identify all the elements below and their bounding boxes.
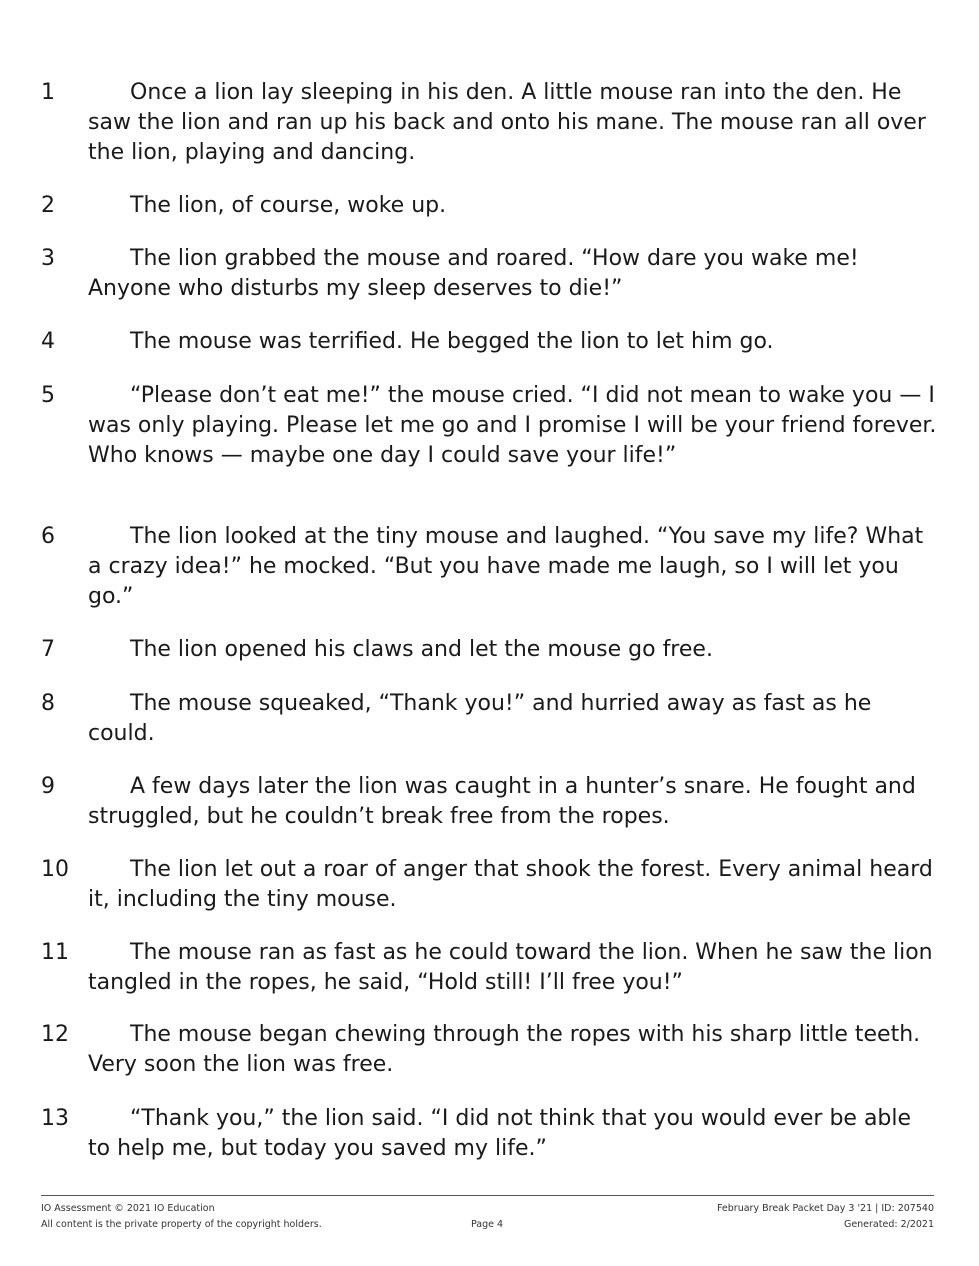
paragraph-text: The lion grabbed the mouse and roared. “How dare you wake me! Anyone who disturbs my sleep deserves to die!” [88, 246, 859, 301]
paragraph-text: The lion opened his claws and let the mouse go free. [130, 637, 713, 662]
paragraph-number: 7 [41, 637, 55, 662]
paragraph-text: “Thank you,” the lion said. “I did not think that you would ever be able to help me, but today you saved my life.” [88, 1106, 912, 1161]
paragraph-number: 1 [41, 80, 55, 105]
footer-copyright: IO Assessment © 2021 IO Education [41, 1203, 215, 1214]
paragraph-number: 8 [41, 691, 55, 716]
paragraph-text: “Please don’t eat me!” the mouse cried. “I did not mean to wake you — I was only playing. Please let me go and I promise I will be your friend forever. Who knows — maybe one day I could save your life!” [88, 383, 937, 468]
footer-page-number: Page 4 [471, 1219, 504, 1230]
paragraph-text: The lion looked at the tiny mouse and laughed. “You save my life? What a crazy idea!” he mocked. “But you have made me laugh, so I will let you go.” [88, 524, 924, 609]
paragraph-text: The mouse squeaked, “Thank you!” and hurried away as fast as he could. [88, 691, 872, 746]
paragraph-text: The lion let out a roar of anger that shook the forest. Every animal heard it, including the tiny mouse. [88, 857, 933, 912]
footer-packet-id: February Break Packet Day 3 '21 | ID: 207540 [716, 1203, 934, 1214]
paragraph-text: The mouse ran as fast as he could toward the lion. When he saw the lion tangled in the ropes, he said, “Hold still! I’ll free you!” [88, 940, 933, 995]
paragraph-number: 5 [41, 383, 55, 408]
paragraph-text: A few days later the lion was caught in a hunter’s snare. He fought and struggled, but he couldn’t break free from the ropes. [88, 774, 916, 829]
footer-rights: All content is the private property of the copyright holders. [41, 1219, 322, 1230]
paragraph-text: Once a lion lay sleeping in his den. A little mouse ran into the den. He saw the lion and ran up his back and onto his mane. The mouse ran all over the lion, playing and dancing. [88, 80, 926, 165]
footer-divider [41, 1195, 934, 1196]
paragraph-text: The lion, of course, woke up. [130, 193, 447, 218]
paragraph-number: 9 [41, 774, 55, 799]
paragraph-number: 11 [41, 940, 69, 965]
footer-generated-date: Generated: 2/2021 [843, 1219, 934, 1230]
paragraph-number: 2 [41, 193, 55, 218]
paragraph-number: 3 [41, 246, 55, 271]
paragraph-text: The mouse began chewing through the ropes with his sharp little teeth. Very soon the lion was free. [88, 1022, 921, 1077]
paragraph-number: 6 [41, 524, 55, 549]
paragraph-text: The mouse was terrified. He begged the lion to let him go. [130, 329, 774, 354]
paragraph-number: 10 [41, 857, 69, 882]
paragraph-number: 12 [41, 1022, 69, 1047]
paragraph-number: 13 [41, 1106, 69, 1131]
paragraph-number: 4 [41, 329, 55, 354]
